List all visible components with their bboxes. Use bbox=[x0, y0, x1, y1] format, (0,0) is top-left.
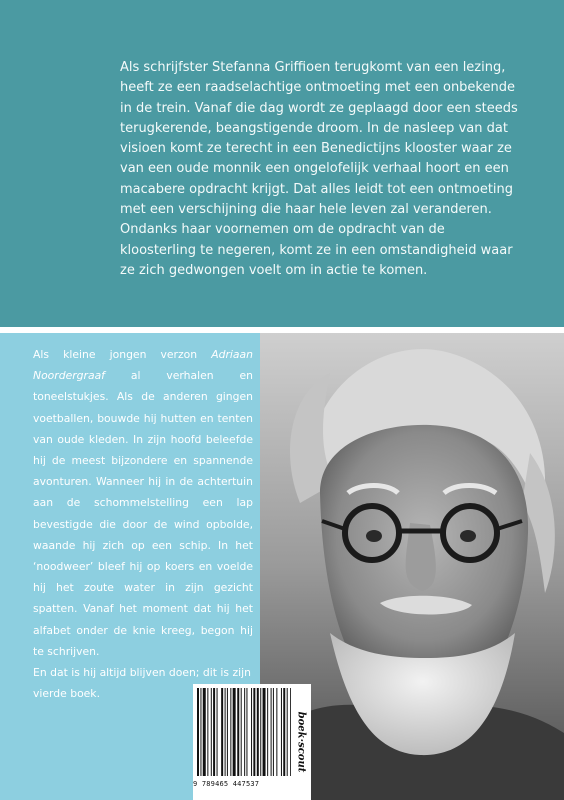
bio-lead: Als kleine jongen verzon bbox=[33, 348, 198, 361]
barcode-bar bbox=[287, 688, 288, 776]
barcode-bar bbox=[197, 688, 199, 776]
barcode-bar bbox=[233, 688, 236, 776]
bio-closing: En dat is hij altijd blijven doen; dit is zijn vierde boek. bbox=[33, 666, 251, 701]
barcode-bar bbox=[211, 688, 212, 776]
author-name: Adriaan Noordergraaf bbox=[33, 348, 254, 383]
barcode-bar bbox=[251, 688, 252, 776]
barcode-bar bbox=[213, 688, 215, 776]
barcode-icon bbox=[193, 684, 293, 780]
barcode-bar bbox=[276, 688, 277, 776]
barcode-bar bbox=[241, 688, 242, 776]
barcode-bar bbox=[283, 688, 285, 776]
synopsis-text: Als schrijfster Stefanna Griffioen terugkomt van een lezing, heeft ze een raadselachtige ontmoeting met een onbekende in de trein. Vanaf die dag wordt ze geplaagd door een steeds terugkerende, beangstigende droom. In de nasleep van dat visioen komt ze terecht in een Benedictijns klooster waar ze van een oude monnik een ongelofelijk verhaal hoort en een macabere opdracht krijgt. Dat alles leidt tot een ontmoeting met een verschijning die haar hele leven zal veranderen. Ondanks haar voornemen om de opdracht van de kloosterling te negeren, komt ze in een omstandigheid waar ze zich gedwongen voelt om in actie te komen. bbox=[120, 60, 518, 278]
barcode-bar bbox=[263, 688, 266, 776]
barcode-bar bbox=[203, 688, 206, 776]
bio-body: al verhalen en toneelstukjes. Als de anderen gingen voetballen, bouwde hij hutten en tenten van oude kleden. In zijn hoofd beleefde hij de meest bijzondere en spannende avonturen. Wanneer hij in de achtertuin aan de schommelstelling een lap bevestigde die door de wind opbolde, waande hij zich op een schip. In het ‘noodweer’ bleef hij op koers en voelde hij het zoute water in zijn gezicht spatten. Vanaf het moment dat hij het alfabet onder de knie kreeg, begon hij te schrijven. bbox=[33, 369, 253, 658]
barcode-bar bbox=[221, 688, 223, 776]
barcode-bar bbox=[246, 688, 247, 776]
isbn-number: 9 789465 447537 bbox=[193, 780, 260, 788]
barcode-bar bbox=[267, 688, 268, 776]
barcode-bar bbox=[230, 688, 231, 776]
barcode-bar bbox=[260, 688, 261, 776]
author-bio-text bbox=[33, 344, 253, 704]
barcode-bar bbox=[227, 688, 228, 776]
barcode-bar bbox=[253, 688, 255, 776]
barcode-bar bbox=[271, 688, 272, 776]
barcode-bar bbox=[217, 688, 218, 776]
barcode-bar bbox=[257, 688, 259, 776]
barcode-bar bbox=[244, 688, 245, 776]
barcode-bar bbox=[237, 688, 239, 776]
barcode-bar bbox=[290, 688, 291, 776]
barcode-bar bbox=[207, 688, 208, 776]
publisher-logo bbox=[293, 688, 309, 796]
barcode-area bbox=[193, 684, 311, 800]
publisher-logo-text: boek·scout bbox=[295, 711, 307, 773]
barcode-bar bbox=[225, 688, 226, 776]
barcode-bar bbox=[273, 688, 274, 776]
barcode-bar bbox=[281, 688, 282, 776]
barcode-bar bbox=[200, 688, 201, 776]
